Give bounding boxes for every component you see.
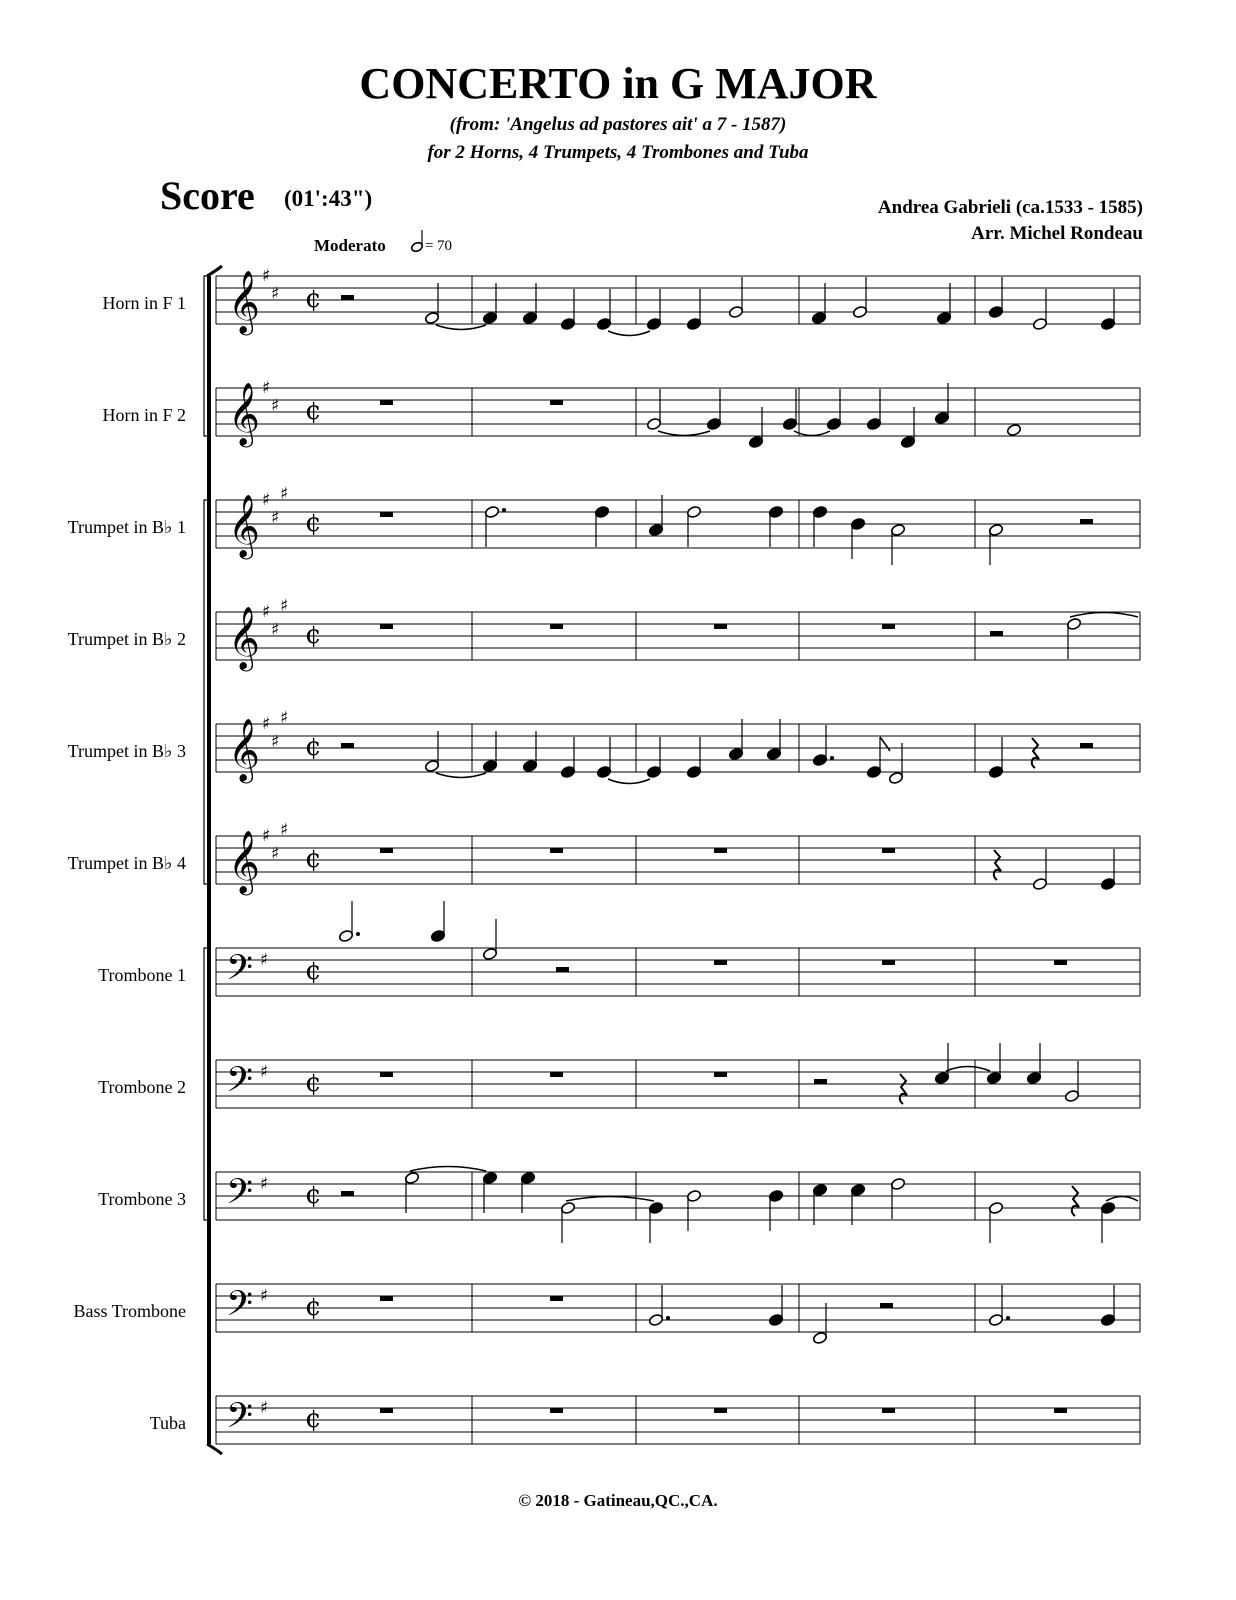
- key-sharp: ♯: [271, 844, 280, 864]
- half-rest: [341, 1191, 354, 1196]
- whole-rest: [550, 624, 563, 629]
- whole-rest: [550, 1072, 563, 1077]
- half-rest: [880, 1303, 893, 1308]
- tie: [608, 779, 650, 784]
- key-sharp: ♯: [262, 602, 271, 622]
- treble-clef: 𝄞: [228, 606, 260, 669]
- instrument-label-tuba: Tuba: [149, 1413, 186, 1433]
- cut-time-signature: ¢: [305, 1068, 322, 1098]
- copyright-footer: © 2018 - Gatineau,QC.,CA.: [518, 1491, 718, 1510]
- score-label: Score: [160, 173, 255, 218]
- bass-clef: 𝄢: [226, 947, 254, 996]
- note-head: [1006, 423, 1021, 436]
- half-rest: [990, 631, 1003, 636]
- augmentation-dot: [502, 508, 506, 512]
- system-bracket-hook: [207, 1444, 222, 1454]
- whole-rest: [714, 624, 727, 629]
- key-sharp: ♯: [280, 820, 289, 840]
- tempo-marking: Moderato: [314, 236, 386, 255]
- whole-rest: [380, 1296, 393, 1301]
- key-sharp: ♯: [262, 378, 271, 398]
- whole-rest: [882, 848, 895, 853]
- half-rest: [556, 967, 569, 972]
- augmentation-dot: [356, 932, 360, 936]
- key-sharp: ♯: [260, 1286, 269, 1306]
- whole-rest: [882, 960, 895, 965]
- key-sharp: ♯: [262, 714, 271, 734]
- key-sharp: ♯: [262, 490, 271, 510]
- eighth-flag: [880, 737, 890, 751]
- treble-clef: 𝄞: [228, 270, 260, 333]
- score-instrumentation-subtitle: for 2 Horns, 4 Trumpets, 4 Trombones and Tuba: [427, 142, 809, 163]
- instrument-label-trombone-2: Trombone 2: [98, 1077, 186, 1097]
- tie: [608, 331, 650, 336]
- tie: [436, 325, 486, 330]
- half-rest: [341, 295, 354, 300]
- instrument-label-bass-trombone: Bass Trombone: [73, 1301, 186, 1321]
- augmentation-dot: [1006, 1316, 1010, 1320]
- key-sharp: ♯: [260, 1062, 269, 1082]
- bass-clef: 𝄢: [226, 1395, 254, 1444]
- key-sharp: ♯: [280, 596, 289, 616]
- quarter-rest: [1072, 1186, 1079, 1216]
- whole-rest: [550, 1296, 563, 1301]
- whole-rest: [714, 1408, 727, 1413]
- score-duration: (01':43"): [284, 186, 373, 211]
- key-sharp: ♯: [271, 508, 280, 528]
- score-source-subtitle: (from: 'Angelus ad pastores ait' a 7 - 1587): [449, 114, 787, 135]
- treble-clef: 𝄞: [228, 494, 260, 557]
- augmentation-dot: [830, 756, 834, 760]
- tie: [1106, 1197, 1138, 1202]
- instrument-label-trumpet-2: Trumpet in B♭ 2: [67, 629, 186, 649]
- key-sharp: ♯: [260, 1174, 269, 1194]
- whole-rest: [882, 624, 895, 629]
- whole-rest: [1054, 960, 1067, 965]
- composer: Andrea Gabrieli (ca.1533 - 1585): [877, 197, 1143, 218]
- treble-clef: 𝄞: [228, 382, 260, 445]
- quarter-rest: [900, 1074, 907, 1104]
- instrument-label-trumpet-1: Trumpet in B♭ 1: [67, 517, 186, 537]
- whole-rest: [550, 1408, 563, 1413]
- instrument-label-trumpet-3: Trumpet in B♭ 3: [67, 741, 186, 761]
- half-rest: [814, 1079, 827, 1084]
- cut-time-signature: ¢: [305, 284, 322, 314]
- cut-time-signature: ¢: [305, 1404, 322, 1434]
- whole-rest: [380, 400, 393, 405]
- key-sharp: ♯: [280, 708, 289, 728]
- cut-time-signature: ¢: [305, 956, 322, 986]
- whole-rest: [380, 848, 393, 853]
- cut-time-signature: ¢: [305, 732, 322, 762]
- augmentation-dot: [666, 1316, 670, 1320]
- key-sharp: ♯: [271, 396, 280, 416]
- system-bracket-hook: [207, 266, 222, 276]
- whole-rest: [380, 1072, 393, 1077]
- key-sharp: ♯: [271, 620, 280, 640]
- tie: [1070, 613, 1138, 618]
- key-sharp: ♯: [260, 950, 269, 970]
- whole-rest: [882, 1408, 895, 1413]
- instrument-label-trombone-1: Trombone 1: [98, 965, 186, 985]
- cut-time-signature: ¢: [305, 508, 322, 538]
- key-sharp: ♯: [260, 1398, 269, 1418]
- half-rest: [1080, 743, 1093, 748]
- quarter-rest: [1032, 738, 1039, 768]
- half-rest: [341, 743, 354, 748]
- quarter-rest: [994, 850, 1001, 880]
- cut-time-signature: ¢: [305, 620, 322, 650]
- score-title: CONCERTO in G MAJOR: [359, 59, 877, 108]
- instrument-label-trumpet-4: Trumpet in B♭ 4: [67, 853, 186, 873]
- tie: [436, 773, 486, 778]
- whole-rest: [380, 624, 393, 629]
- whole-rest: [550, 400, 563, 405]
- arranger: Arr. Michel Rondeau: [971, 223, 1143, 244]
- key-sharp: ♯: [271, 732, 280, 752]
- tempo-value: 70: [437, 238, 452, 254]
- half-rest: [1080, 519, 1093, 524]
- instrument-label-horn-1: Horn in F 1: [102, 293, 186, 313]
- tempo-equals: =: [425, 238, 434, 254]
- whole-rest: [714, 960, 727, 965]
- key-sharp: ♯: [271, 284, 280, 304]
- bass-clef: 𝄢: [226, 1059, 254, 1108]
- bass-clef: 𝄢: [226, 1171, 254, 1220]
- treble-clef: 𝄞: [228, 718, 260, 781]
- whole-rest: [550, 848, 563, 853]
- tie: [566, 1197, 654, 1202]
- cut-time-signature: ¢: [305, 1292, 322, 1322]
- key-sharp: ♯: [280, 484, 289, 504]
- instrument-label-horn-2: Horn in F 2: [102, 405, 186, 425]
- cut-time-signature: ¢: [305, 396, 322, 426]
- key-sharp: ♯: [262, 826, 271, 846]
- tie: [410, 1167, 486, 1172]
- whole-rest: [380, 512, 393, 517]
- cut-time-signature: ¢: [305, 844, 322, 874]
- whole-rest: [714, 848, 727, 853]
- cut-time-signature: ¢: [305, 1180, 322, 1210]
- tie: [658, 431, 710, 436]
- bass-clef: 𝄢: [226, 1283, 254, 1332]
- instrument-label-trombone-3: Trombone 3: [98, 1189, 186, 1209]
- key-sharp: ♯: [262, 266, 271, 286]
- treble-clef: 𝄞: [228, 830, 260, 893]
- whole-rest: [1054, 1408, 1067, 1413]
- whole-rest: [380, 1408, 393, 1413]
- tie: [946, 1067, 990, 1072]
- whole-rest: [714, 1072, 727, 1077]
